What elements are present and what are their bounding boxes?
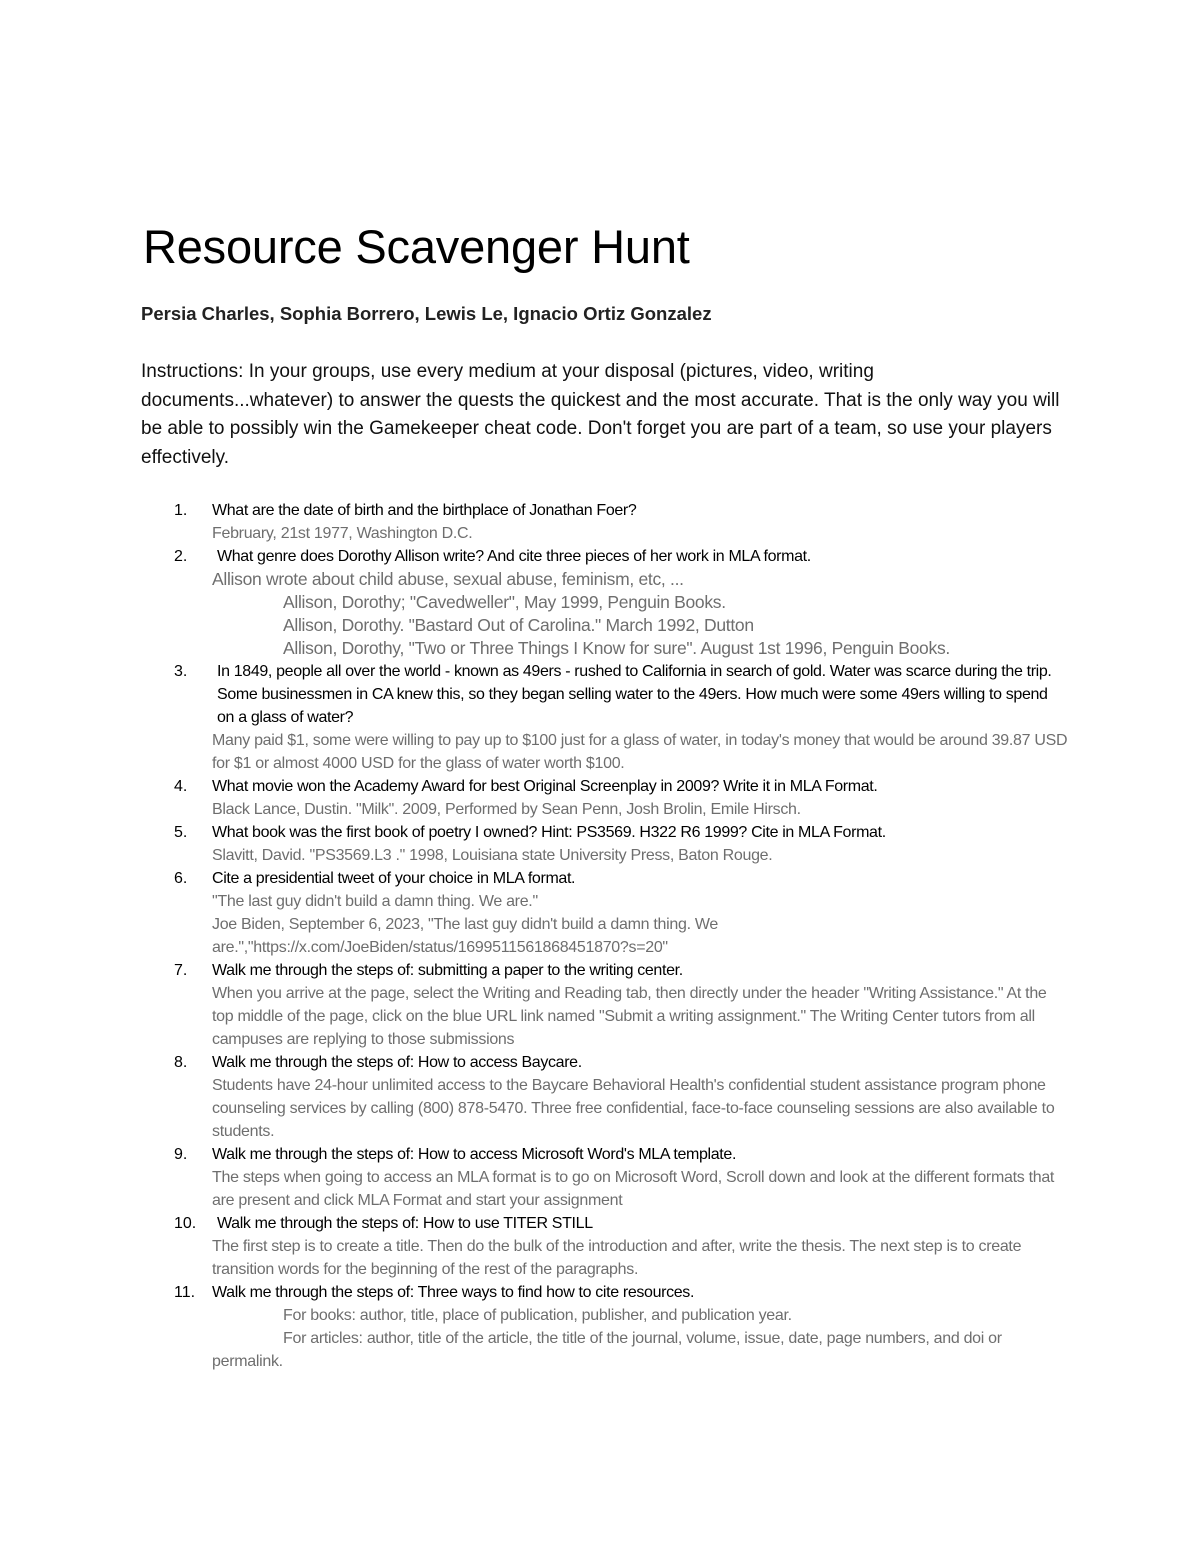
question-item <box>0 959 1200 1051</box>
question-text: Walk me through the steps of: Three ways to find how to cite resources. <box>212 1284 695 1301</box>
question-number: 1. <box>174 502 188 519</box>
answer-text: "The last guy didn't build a damn thing. We are." <box>212 893 538 910</box>
question-number: 2. <box>174 548 188 565</box>
question-number: 6. <box>174 870 188 887</box>
question-text: In 1849, people all over the world - known as 49ers - rushed to California in search of gold. Water was scarce during the trip. Some businessmen in CA knew this, so they began selling water to the 49ers. How much were some 49ers willing to spend on a glass of water? <box>217 663 1052 726</box>
answer-text: Black Lance, Dustin. "Milk". 2009, Performed by Sean Penn, Josh Brolin, Emile Hirsch. <box>212 801 801 818</box>
citation-text: Allison, Dorothy; "Cavedweller", May 1999, Penguin Books. <box>283 592 726 612</box>
answer-text: Allison wrote about child abuse, sexual abuse, feminism, etc, ... <box>212 569 684 589</box>
answer-text: When you arrive at the page, select the Writing and Reading tab, then directly under the header "Writing Assistance." At the top middle of the page, click on the blue URL link named "Submit a writing assignment." The Writing Center tutors from all campuses are replying to those submissions <box>212 985 1047 1048</box>
question-item <box>0 1143 1200 1212</box>
question-item <box>0 660 1200 775</box>
question-number: 11. <box>174 1284 196 1301</box>
citation-text: Joe Biden, September 6, 2023, "The last guy didn't build a damn thing. We are.","https://x.com/JoeBiden/status/1699511561868451870?s=20" <box>212 916 718 956</box>
question-number: 5. <box>174 824 188 841</box>
citation-text: Allison, Dorothy, "Two or Three Things I Know for sure". August 1st 1996, Penguin Books. <box>283 638 950 658</box>
answer-text: The steps when going to access an MLA format is to go on Microsoft Word, Scroll down and look at the different formats that are present and click MLA Format and start your assignment <box>212 1169 1055 1209</box>
question-item <box>0 867 1200 959</box>
answer-text: For articles: author, title of the article, the title of the journal, volume, issue, date, page numbers, and doi or permalink. <box>212 1330 1002 1370</box>
question-text: What are the date of birth and the birthplace of Jonathan Foer? <box>212 502 637 519</box>
question-text: Walk me through the steps of: How to access Baycare. <box>212 1054 582 1071</box>
question-number: 8. <box>174 1054 188 1071</box>
question-number: 4. <box>174 778 188 795</box>
question-text: Cite a presidential tweet of your choice in MLA format. <box>212 870 576 887</box>
answer-text: Many paid $1, some were willing to pay up to $100 just for a glass of water, in today's money that would be around 39.87 USD for $1 or almost 4000 USD for the glass of water worth $100. <box>212 732 1068 772</box>
question-text: Walk me through the steps of: How to use TITER STILL <box>217 1215 593 1232</box>
answer-text: February, 21st 1977, Washington D.C. <box>212 525 473 542</box>
question-number: 3. <box>174 663 188 680</box>
question-text: What movie won the Academy Award for best Original Screenplay in 2009? Write it in MLA Format. <box>212 778 878 795</box>
question-item <box>0 1051 1200 1143</box>
answer-text: For books: author, title, place of publication, publisher, and publication year. <box>283 1307 792 1324</box>
answer-text: Slavitt, David. "PS3569.L3 ." 1998, Louisiana state University Press, Baton Rouge. <box>212 847 773 864</box>
instructions-paragraph: Instructions: In your groups, use every medium at your disposal (pictures, video, writing documents...whatever) to answer the quests the quickest and the most accurate. That is the only way you will be able to possibly win the Gamekeeper cheat code. Don't forget you are part of a team, so use your players effectively. <box>141 361 1060 468</box>
question-text: Walk me through the steps of: submitting a paper to the writing center. <box>212 962 683 979</box>
question-number: 10. <box>174 1215 197 1232</box>
citation-text: Allison, Dorothy. "Bastard Out of Carolina." March 1992, Dutton <box>283 615 754 635</box>
answer-text: The first step is to create a title. Then do the bulk of the introduction and after, write the thesis. The next step is to create transition words for the beginning of the rest of the paragraphs. <box>212 1238 1022 1278</box>
question-item <box>0 545 1200 660</box>
question-item <box>0 1212 1200 1281</box>
question-list <box>0 499 1200 1373</box>
question-item <box>0 499 1200 545</box>
question-number: 9. <box>174 1146 188 1163</box>
answer-text: Students have 24-hour unlimited access to the Baycare Behavioral Health's confidential student assistance program phone counseling services by calling (800) 878-5470. Three free confidential, face-to-face counseling sessions are also available to students. <box>212 1077 1055 1140</box>
question-number: 7. <box>174 962 188 979</box>
question-item <box>0 775 1200 821</box>
authors-line: Persia Charles, Sophia Borrero, Lewis Le, Ignacio Ortiz Gonzalez <box>141 303 712 324</box>
question-item <box>0 1281 1200 1373</box>
question-text: What genre does Dorothy Allison write? And cite three pieces of her work in MLA format. <box>217 548 811 565</box>
question-text: Walk me through the steps of: How to access Microsoft Word's MLA template. <box>212 1146 737 1163</box>
question-item <box>0 821 1200 867</box>
page-title: Resource Scavenger Hunt <box>143 220 690 273</box>
question-text: What book was the first book of poetry I owned? Hint: PS3569. H322 R6 1999? Cite in MLA Format. <box>212 824 886 841</box>
